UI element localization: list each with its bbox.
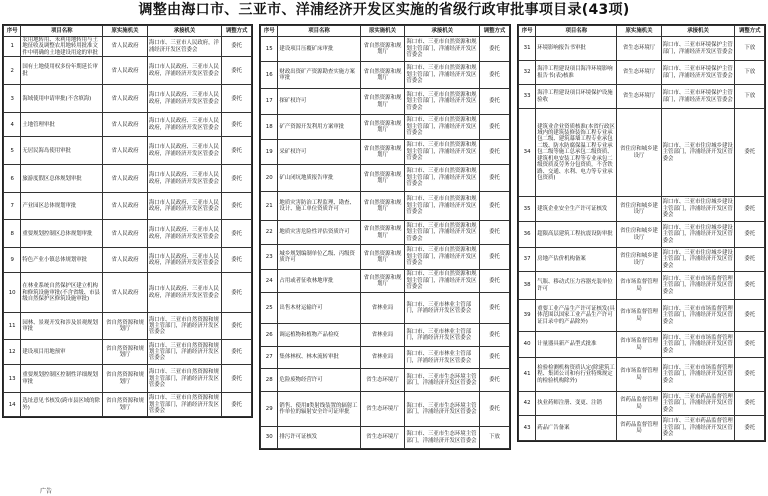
header-name: 项目名称: [21, 26, 103, 37]
table-row: [519, 109, 765, 197]
adjustment-mode: 委托: [480, 62, 510, 89]
table-row: [261, 62, 510, 89]
adjustment-mode: 委托: [735, 197, 765, 222]
item-name: 探矿权许可: [278, 89, 360, 115]
original-authority: 省人民政府: [103, 165, 148, 193]
adjustment-mode: 委托: [480, 115, 510, 140]
table-row: [261, 347, 510, 369]
item-name: 房地产估价机构备案: [536, 248, 617, 272]
adjustment-mode: 委托: [480, 245, 510, 270]
item-name: 检验检测机构资质认定(除建筑工程、集团公司和有行业特殊规定的检验机构除外): [536, 358, 617, 392]
adjustment-mode: 委托: [222, 248, 252, 273]
receiving-authority: 海口市、三亚市自然资源和规划主管部门，洋浦经济开发区管委会: [405, 37, 480, 62]
original-authority: 省人民政府: [103, 273, 148, 313]
adjustment-mode: 下放: [735, 85, 765, 109]
receiving-authority: 海口市、三亚市市场监督管理主管部门，洋浦经济开发区管委会: [661, 358, 735, 392]
row-number: 41: [519, 358, 536, 392]
item-name: 执业药师注册、变更、注销: [536, 392, 617, 416]
row-number: 11: [4, 313, 21, 340]
adjustment-mode: 下放: [480, 427, 510, 449]
row-number: 25: [261, 293, 278, 324]
original-authority: 省人民政府: [103, 193, 148, 220]
adjustment-mode: 委托: [735, 222, 765, 248]
item-name: 土地管理审批: [21, 113, 103, 137]
row-number: 36: [519, 222, 536, 248]
adjustment-mode: 委托: [222, 393, 252, 417]
receiving-authority: 海口市、三亚市林业主管部门，洋浦经济开发区管委会: [405, 324, 480, 347]
original-authority: 省市场监督管理局: [617, 300, 661, 332]
row-number: 7: [4, 193, 21, 220]
receiving-authority: 海口市人民政府、三亚市人民政府，洋浦经济开发区管委会: [147, 248, 221, 273]
table-row: [4, 273, 252, 313]
original-authority: 省市场监督管理局: [617, 358, 661, 392]
adjustment-mode: 委托: [735, 416, 765, 441]
original-authority: 省人民政府: [103, 113, 148, 137]
receiving-authority: 海口市、三亚市自然资源和规划主管部门，洋浦经济开发区管委会: [147, 365, 221, 393]
row-number: 2: [4, 57, 21, 85]
adjustment-mode: 委托: [735, 300, 765, 332]
item-name: 园林、景观开发和涉及景观规划审批: [21, 313, 103, 340]
adjustment-mode: 委托: [222, 137, 252, 165]
item-name: 产业园区总体规划审批: [21, 193, 103, 220]
row-number: 30: [261, 427, 278, 449]
item-name: 销售、使用Ⅱ类射线装置的辐射工作单位的辐射安全许可证审批: [278, 392, 360, 427]
receiving-authority: 海口市、三亚市自然资源和规划主管部门，洋浦经济开发区管委会: [147, 340, 221, 365]
receiving-authority: 海口市、三亚市环境保护主管部门，洋浦经济开发区管委会: [661, 85, 735, 109]
original-authority: 省人民政府: [103, 37, 148, 57]
receiving-authority: 海口市、三亚市市场监督管理主管部门，洋浦经济开发区管委会: [661, 300, 735, 332]
item-name: 地质灾害危险性评估资质许可: [278, 221, 360, 245]
row-number: 3: [4, 85, 21, 113]
receiving-authority: 海口市、三亚市林业主管部门，洋浦经济开发区管委会: [405, 347, 480, 369]
receiving-authority: 海口市、三亚市市场监督管理主管部门，洋浦经济开发区管委会: [661, 332, 735, 358]
adjustment-mode: 委托: [480, 192, 510, 221]
adjustment-mode: 委托: [480, 324, 510, 347]
row-number: 8: [4, 220, 21, 248]
original-authority: 省生态环境厅: [360, 369, 405, 392]
item-name: 环境影响报告书审批: [536, 37, 617, 61]
receiving-authority: 海口市、三亚市药品监督管理主管部门，洋浦经济开发区管委会: [661, 416, 735, 441]
adjustment-mode: 委托: [735, 332, 765, 358]
original-authority: 省人民政府: [103, 57, 148, 85]
row-number: 43: [519, 416, 536, 441]
row-number: 24: [261, 270, 278, 293]
item-name: 农用地转用、未利用地转用与土地征收及调整农用地转用批准文件中明确的土地建设用途的审批: [21, 37, 103, 57]
item-name: 出售木材运输许可: [278, 293, 360, 324]
table-row: [519, 61, 765, 85]
original-authority: 省自然资源和规划厅: [360, 140, 405, 165]
adjustment-mode: 委托: [480, 369, 510, 392]
header-mode: 调整方式: [480, 26, 510, 37]
original-authority: 省市场监督管理局: [617, 332, 661, 358]
table-row: [261, 369, 510, 392]
row-number: 4: [4, 113, 21, 137]
original-authority: 省林业局: [360, 347, 405, 369]
header-no: 序号: [519, 26, 536, 37]
receiving-authority: 海口市、三亚市住房城乡建设主管部门，洋浦经济开发区管委会: [661, 197, 735, 222]
table-row: [261, 165, 510, 192]
header-orig: 原实施机关: [360, 26, 405, 37]
item-name: 气瓶、移动式压力容器充装单位许可: [536, 272, 617, 300]
original-authority: 省住房和城乡建设厅: [617, 248, 661, 272]
row-number: 35: [519, 197, 536, 222]
row-number: 37: [519, 248, 536, 272]
adjustment-mode: 委托: [480, 347, 510, 369]
table-row: [261, 192, 510, 221]
row-number: 26: [261, 324, 278, 347]
original-authority: 省市场监督管理局: [617, 272, 661, 300]
table-header-row: [4, 26, 252, 37]
item-name: 建筑业企业资质核准(本省行政区域内的建筑装修装饰工程专业承包二级、建筑幕墙工程专业承包二级、防水防腐保温工程专业承包二级等施工总承包二级资质、建筑机电安装工程等专业承包二级资质及劳务分包资质，不含铁路、交通、水利、电力等专业承包资质): [536, 109, 617, 197]
item-name: 重要规划控制区控制性详细规划审批: [21, 365, 103, 393]
receiving-authority: 海口市人民政府、三亚市人民政府，洋浦经济开发区管委会: [147, 273, 221, 313]
table-row: [4, 85, 252, 113]
receiving-authority: 海口市、三亚市生态环境主管部门，洋浦经济开发区管委会: [405, 427, 480, 449]
receiving-authority: 海口市人民政府、三亚市人民政府，洋浦经济开发区管委会: [147, 113, 221, 137]
item-name: 集体林权、林木流转审批: [278, 347, 360, 369]
receiving-authority: 海口市、三亚市人民政府，洋浦经济开发区管委会: [147, 37, 221, 57]
item-name: 建设项目用地预审: [21, 340, 103, 365]
item-name: 海洋工程建设项目海洋环境影响报告书(表)核准: [536, 61, 617, 85]
item-name: 矿山闭坑地质报告审批: [278, 165, 360, 192]
item-name: 地质灾害防治工程监理、勘查、设计、施工单位资质许可: [278, 192, 360, 221]
table-row: [261, 427, 510, 449]
original-authority: 省自然资源和规划厅: [103, 313, 148, 340]
receiving-authority: 海口市、三亚市自然资源和规划主管部门，洋浦经济开发区管委会: [405, 89, 480, 115]
table-row: [519, 358, 765, 392]
row-number: 16: [261, 62, 278, 89]
item-name: 城乡规划编制单位乙级、丙级资质许可: [278, 245, 360, 270]
row-number: 17: [261, 89, 278, 115]
header-name: 项目名称: [536, 26, 617, 37]
table-row: [519, 416, 765, 441]
row-number: 13: [4, 365, 21, 393]
item-name: 海域使用申请审批(不含填海): [21, 85, 103, 113]
original-authority: 省生态环境厅: [360, 427, 405, 449]
table-row: [519, 272, 765, 300]
adjustment-mode: 委托: [480, 293, 510, 324]
table-row: [519, 248, 765, 272]
receiving-authority: 海口市、三亚市自然资源和规划主管部门，洋浦经济开发区管委会: [405, 165, 480, 192]
original-authority: 省林业局: [360, 324, 405, 347]
row-number: 27: [261, 347, 278, 369]
header-no: 序号: [4, 26, 21, 37]
adjustment-mode: 委托: [222, 113, 252, 137]
header-no: 序号: [261, 26, 278, 37]
original-authority: 省林业局: [360, 293, 405, 324]
adjustment-mode: 下放: [735, 37, 765, 61]
row-number: 19: [261, 140, 278, 165]
table-row: [519, 85, 765, 109]
item-name: 重要规划控制区总体规划审批: [21, 220, 103, 248]
adjustment-mode: 委托: [735, 109, 765, 197]
table-row: [261, 221, 510, 245]
original-authority: 省人民政府: [103, 137, 148, 165]
item-name: 无居民海岛使用审批: [21, 137, 103, 165]
table-row: [4, 220, 252, 248]
original-authority: 省自然资源和规划厅: [360, 192, 405, 221]
adjustment-mode: 委托: [222, 220, 252, 248]
row-number: 40: [519, 332, 536, 358]
adjustment-mode: 委托: [222, 57, 252, 85]
receiving-authority: 海口市、三亚市生态环境主管部门，洋浦经济开发区管委会: [405, 392, 480, 427]
table-row: [519, 392, 765, 416]
row-number: 39: [519, 300, 536, 332]
table-header-row: [519, 26, 765, 37]
table-row: [261, 293, 510, 324]
item-name: 旅游度假区总体规划审批: [21, 165, 103, 193]
table-row: [519, 37, 765, 61]
item-name: 计量器具新产品型式批准: [536, 332, 617, 358]
table-panel-1: [2, 24, 253, 418]
item-name: 采矿权许可: [278, 140, 360, 165]
original-authority: 省自然资源和规划厅: [360, 37, 405, 62]
adjustment-mode: 委托: [222, 37, 252, 57]
row-number: 31: [519, 37, 536, 61]
header-mode: 调整方式: [735, 26, 765, 37]
row-number: 18: [261, 115, 278, 140]
original-authority: 省生态环境厅: [360, 392, 405, 427]
row-number: 33: [519, 85, 536, 109]
adjustment-mode: 委托: [222, 85, 252, 113]
adjustment-mode: 委托: [222, 365, 252, 393]
original-authority: 省自然资源和规划厅: [360, 115, 405, 140]
row-number: 23: [261, 245, 278, 270]
adjustment-mode: 委托: [222, 313, 252, 340]
row-number: 29: [261, 392, 278, 427]
receiving-authority: 海口市、三亚市自然资源和规划主管部门，洋浦经济开发区管委会: [405, 270, 480, 293]
header-orig: 原实施机关: [617, 26, 661, 37]
item-name: 财政出资矿产资源勘查实施方案审批: [278, 62, 360, 89]
original-authority: 省生态环境厅: [617, 37, 661, 61]
receiving-authority: 海口市、三亚市生态环境主管部门，洋浦经济开发区管委会: [405, 369, 480, 392]
adjustment-mode: 委托: [480, 37, 510, 62]
table-panel-3: [517, 24, 766, 442]
row-number: 15: [261, 37, 278, 62]
row-number: 34: [519, 109, 536, 197]
row-number: 38: [519, 272, 536, 300]
item-name: 建筑企业安全生产许可证核发: [536, 197, 617, 222]
page-title: 调整由海口市、三亚市、洋浦经济开发区实施的省级行政审批事项目录(43项): [138, 2, 630, 18]
table-row: [4, 37, 252, 57]
catalog-table-3: [518, 25, 765, 441]
original-authority: 省自然资源和规划厅: [103, 365, 148, 393]
table-row: [4, 393, 252, 417]
adjustment-mode: 委托: [222, 273, 252, 313]
adjustment-mode: 委托: [222, 340, 252, 365]
receiving-authority: 海口市、三亚市自然资源和规划主管部门，洋浦经济开发区管委会: [405, 62, 480, 89]
table-panel-2: [259, 24, 511, 450]
table-row: [519, 300, 765, 332]
adjustment-mode: 委托: [480, 221, 510, 245]
row-number: 10: [4, 273, 21, 313]
receiving-authority: 海口市、三亚市自然资源和规划主管部门，洋浦经济开发区管委会: [405, 221, 480, 245]
footer-ad-label: 广告: [40, 488, 53, 495]
table-row: [261, 37, 510, 62]
row-number: 20: [261, 165, 278, 192]
receiving-authority: 海口市人民政府、三亚市人民政府，洋浦经济开发区管委会: [147, 193, 221, 220]
adjustment-mode: 委托: [735, 272, 765, 300]
original-authority: 省自然资源和规划厅: [360, 165, 405, 192]
original-authority: 省自然资源和规划厅: [360, 89, 405, 115]
item-name: 在林业系统自然保护区建立机构和修筑设施审批(不含省级、市县级自然保护区修筑设施审批): [21, 273, 103, 313]
original-authority: 省自然资源和规划厅: [360, 245, 405, 270]
receiving-authority: 海口市、三亚市市场监督管理主管部门，洋浦经济开发区管委会: [661, 272, 735, 300]
table-row: [519, 332, 765, 358]
header-recv: 承接机关: [405, 26, 480, 37]
receiving-authority: 海口市、三亚市自然资源和规划主管部门，洋浦经济开发区管委会: [405, 192, 480, 221]
header-orig: 原实施机关: [103, 26, 148, 37]
table-row: [4, 165, 252, 193]
table-row: [261, 115, 510, 140]
item-name: 排污许可证核发: [278, 427, 360, 449]
table-row: [4, 248, 252, 273]
table-row: [261, 270, 510, 293]
item-name: 占用或者征收林地审批: [278, 270, 360, 293]
adjustment-mode: 委托: [480, 165, 510, 192]
item-name: 建设项目压覆矿床审批: [278, 37, 360, 62]
receiving-authority: 海口市、三亚市住房城乡建设主管部门，洋浦经济开发区管委会: [661, 248, 735, 272]
receiving-authority: 海口市人民政府、三亚市人民政府，洋浦经济开发区管委会: [147, 57, 221, 85]
table-row: [4, 57, 252, 85]
original-authority: 省住房和城乡建设厅: [617, 109, 661, 197]
header-recv: 承接机关: [147, 26, 221, 37]
table-row: [4, 365, 252, 393]
row-number: 1: [4, 37, 21, 57]
item-name: 矿产资源开发利用方案审批: [278, 115, 360, 140]
receiving-authority: 海口市人民政府、三亚市人民政府，洋浦经济开发区管委会: [147, 137, 221, 165]
item-name: 药品广告备案: [536, 416, 617, 441]
original-authority: 省自然资源和规划厅: [360, 221, 405, 245]
receiving-authority: 海口市人民政府、三亚市人民政府，洋浦经济开发区管委会: [147, 165, 221, 193]
adjustment-mode: 委托: [222, 165, 252, 193]
receiving-authority: 海口市、三亚市自然资源和规划主管部门，洋浦经济开发区管委会: [147, 393, 221, 417]
receiving-authority: 海口市、三亚市住房城乡建设主管部门，洋浦经济开发区管委会: [661, 109, 735, 197]
original-authority: 省自然资源和规划厅: [103, 340, 148, 365]
header-name: 项目名称: [278, 26, 360, 37]
receiving-authority: 海口市、三亚市自然资源和规划主管部门，洋浦经济开发区管委会: [405, 115, 480, 140]
table-row: [4, 340, 252, 365]
item-name: 重要工业产品生产许可证核发(具体范围以国家工业产品生产许可证目录中的产品除外): [536, 300, 617, 332]
receiving-authority: 海口市、三亚市林业主管部门，洋浦经济开发区管委会: [405, 293, 480, 324]
row-number: 21: [261, 192, 278, 221]
header-recv: 承接机关: [661, 26, 735, 37]
original-authority: 省人民政府: [103, 220, 148, 248]
item-name: 特色产业小镇总体规划审批: [21, 248, 103, 273]
receiving-authority: 海口市、三亚市自然资源和规划主管部门，洋浦经济开发区管委会: [405, 245, 480, 270]
receiving-authority: 海口市、三亚市自然资源和规划主管部门，洋浦经济开发区管委会: [147, 313, 221, 340]
original-authority: 省药品监督管理局: [617, 416, 661, 441]
adjustment-mode: 委托: [222, 193, 252, 220]
adjustment-mode: 委托: [480, 140, 510, 165]
receiving-authority: 海口市、三亚市环境保护主管部门，洋浦经济开发区管委会: [661, 37, 735, 61]
item-name: 选址意见书核发(跨市县区域的除外): [21, 393, 103, 417]
receiving-authority: 海口市、三亚市住房城乡建设主管部门，洋浦经济开发区管委会: [661, 222, 735, 248]
item-name: 超限高层建筑工程抗震设防审批: [536, 222, 617, 248]
row-number: 12: [4, 340, 21, 365]
original-authority: 省自然资源和规划厅: [360, 62, 405, 89]
original-authority: 省住房和城乡建设厅: [617, 197, 661, 222]
receiving-authority: 海口市、三亚市自然资源和规划主管部门，洋浦经济开发区管委会: [405, 140, 480, 165]
adjustment-mode: 委托: [480, 392, 510, 427]
row-number: 28: [261, 369, 278, 392]
original-authority: 省生态环境厅: [617, 61, 661, 85]
original-authority: 省自然资源和规划厅: [360, 270, 405, 293]
item-name: 调运植物和植物产品检疫: [278, 324, 360, 347]
table-row: [4, 193, 252, 220]
table-row: [261, 324, 510, 347]
row-number: 9: [4, 248, 21, 273]
adjustment-mode: 委托: [480, 270, 510, 293]
row-number: 6: [4, 165, 21, 193]
table-row: [261, 89, 510, 115]
receiving-authority: 海口市人民政府、三亚市人民政府，洋浦经济开发区管委会: [147, 220, 221, 248]
table-row: [4, 313, 252, 340]
adjustment-mode: 委托: [480, 89, 510, 115]
original-authority: 省生态环境厅: [617, 85, 661, 109]
receiving-authority: 海口市、三亚市药品监督管理主管部门，洋浦经济开发区管委会: [661, 392, 735, 416]
table-row: [261, 140, 510, 165]
original-authority: 省自然资源和规划厅: [103, 393, 148, 417]
item-name: 危险废物经营许可: [278, 369, 360, 392]
receiving-authority: 海口市、三亚市环境保护主管部门，洋浦经济开发区管委会: [661, 61, 735, 85]
table-row: [519, 197, 765, 222]
header-mode: 调整方式: [222, 26, 252, 37]
adjustment-mode: 委托: [735, 392, 765, 416]
table-row: [519, 222, 765, 248]
table-header-row: [261, 26, 510, 37]
original-authority: 省药品监督管理局: [617, 392, 661, 416]
row-number: 42: [519, 392, 536, 416]
adjustment-mode: 委托: [735, 248, 765, 272]
adjustment-mode: 下放: [735, 61, 765, 85]
item-name: 海洋工程建设项目环境保护设施验收: [536, 85, 617, 109]
item-name: 国有土地使用权多份年期延长审批: [21, 57, 103, 85]
catalog-table-2: [260, 25, 510, 449]
original-authority: 省人民政府: [103, 248, 148, 273]
table-row: [261, 392, 510, 427]
table-row: [4, 137, 252, 165]
receiving-authority: 海口市人民政府、三亚市人民政府，洋浦经济开发区管委会: [147, 85, 221, 113]
row-number: 5: [4, 137, 21, 165]
adjustment-mode: 委托: [735, 358, 765, 392]
original-authority: 省人民政府: [103, 85, 148, 113]
row-number: 14: [4, 393, 21, 417]
row-number: 32: [519, 61, 536, 85]
table-row: [4, 113, 252, 137]
table-row: [261, 245, 510, 270]
original-authority: 省住房和城乡建设厅: [617, 222, 661, 248]
row-number: 22: [261, 221, 278, 245]
catalog-table-1: [3, 25, 252, 417]
